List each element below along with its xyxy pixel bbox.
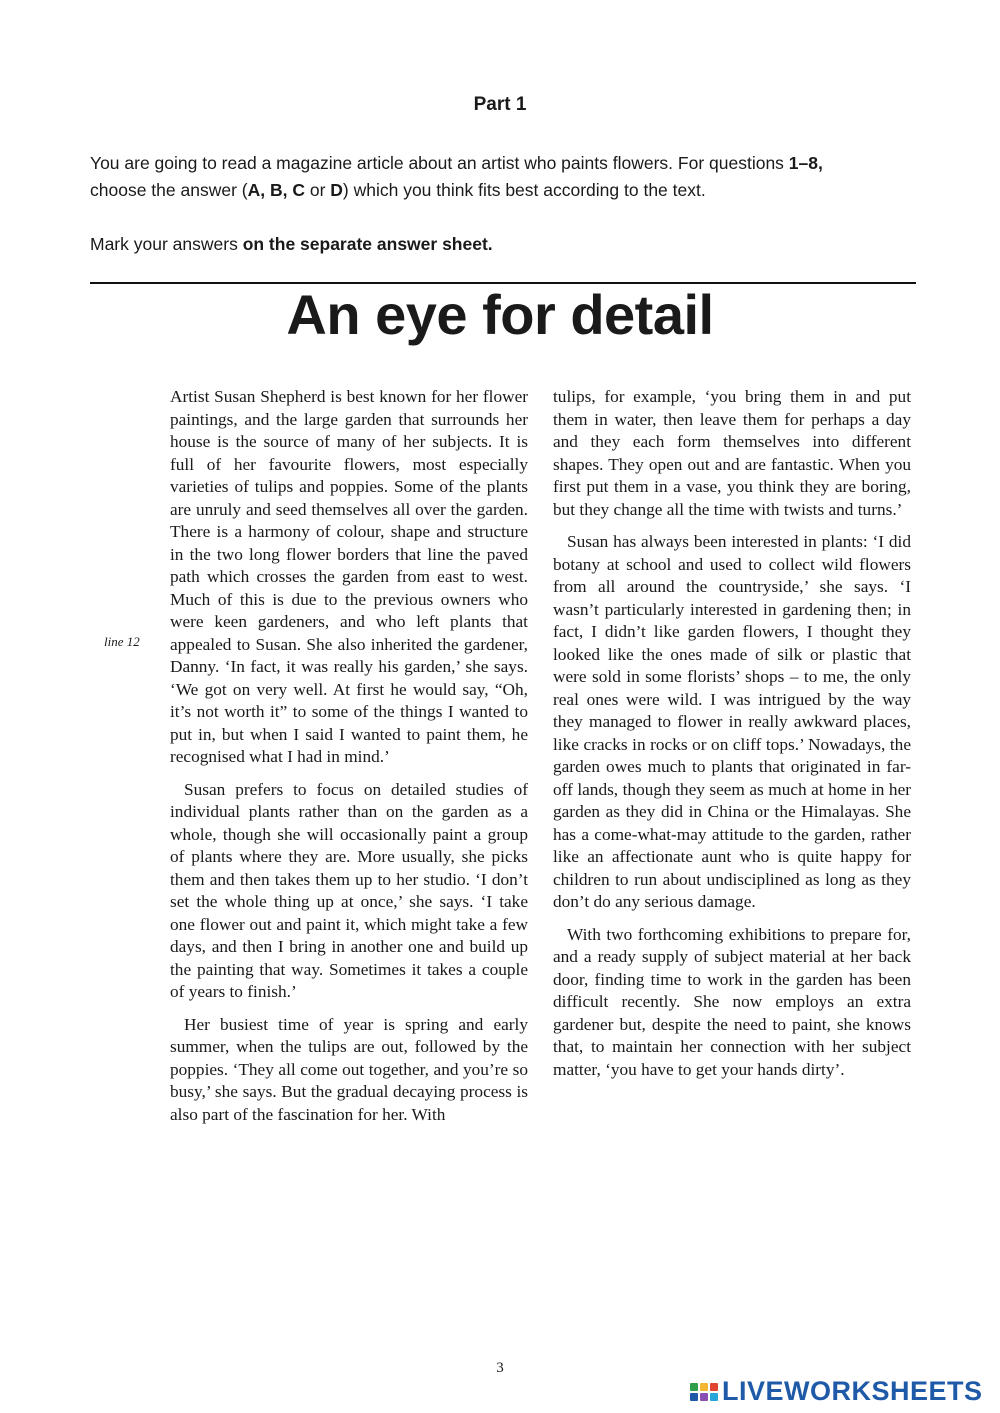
part-title: Part 1 xyxy=(473,94,527,115)
paragraph: With two forthcoming exhibitions to prepare for, and a ready supply of subject material at her back door, finding time to work in the garden has been difficult recently. She now employs an extra gardener but, despite the need to paint, she knows that, to maintain her connection with her subject matter, ‘you have to get your hands dirty’. xyxy=(553,924,911,1079)
logo-grid-icon xyxy=(690,1383,718,1401)
paragraph: Susan prefers to focus on detailed studies of individual plants rather than on the garden as a whole, though she will occasionally paint a group of plants where they are. More usually, she picks them and then takes them up to her studio. ‘I don’t set the whole thing up at once,’ she says. ‘I take one flower out and paint it, which might take a few days, and then I bring in another one and build up the painting that way. Sometimes it takes a couple of years to finish.’ xyxy=(170,779,528,1001)
logo-square xyxy=(700,1383,708,1391)
page-number: 3 xyxy=(496,1360,504,1376)
logo-square xyxy=(710,1393,718,1401)
instructions-text: or xyxy=(304,180,331,200)
instructions-text: Mark your answers xyxy=(90,234,243,254)
instructions-text: choose the answer ( xyxy=(90,180,248,200)
instructions-text: ) which you think fits best according to the text. xyxy=(342,180,706,200)
paragraph: tulips, for example, ‘you bring them in and put them in water, then leave them for perhaps a day and they each form themselves into different shapes. They open out and are fantastic. When you first put them in a vase, you think they are boring, but they change all the time with twists and turns.’ xyxy=(553,387,911,519)
answer-sheet-emphasis: on the separate answer sheet. xyxy=(242,234,493,254)
logo-square xyxy=(710,1383,718,1391)
line-reference: line 12 xyxy=(104,634,140,649)
logo-square xyxy=(700,1393,708,1401)
answer-sheet-instruction xyxy=(90,234,930,255)
liveworksheets-logo xyxy=(690,1376,983,1407)
logo-text: LIVEWORKSHEETS xyxy=(722,1376,983,1406)
answer-options: A, B, C xyxy=(247,180,305,200)
paragraph: Susan has always been interested in plants: ‘I did botany at school and used to collect wild flowers from all around the countryside,’ she says. ‘I wasn’t particularly interested in gardening then; in fact, I didn’t like garden flowers, I thought they looked like the ones made of silk or plastic that were sold in some florists’ shops – to me, the only real ones were wild. I was intrigued by the way they managed to flower in really awkward places, like cracks in rocks or on cliff tops.’ Nowadays, the garden owes much to plants that originated in far-off lands, though they seem as much at home in her garden as they did in China or the Himalayas. She has a come-what-may attitude to the garden, rather like an affectionate aunt who is quite happy for children to run about undisciplined as long as they don’t do any serious damage. xyxy=(553,532,911,911)
article-right-column xyxy=(553,386,911,1091)
paragraph: Artist Susan Shepherd is best known for her flower paintings, and the large garden that surrounds her house is the source of many of her subjects. It is full of her favourite flowers, most especially varieties of tulips and poppies. Some of the plants are unruly and seed themselves all over the garden. There is a harmony of colour, shape and structure in the two long flower borders that line the paved path which crosses the garden from east to west. Much of this is due to the previous owners who were keen gardeners, and who left plants that appealed to Susan. She also inherited the gardener, Danny. ‘In fact, it was really his garden,’ she says. ‘We got on very well. At first he would say, “Oh, it’s not worth it” to some of the things I wanted to put in, but when I said I wanted to paint them, he recognised what I had in mind.’ xyxy=(170,387,528,766)
article-left-column xyxy=(170,386,528,1136)
logo-square xyxy=(690,1383,698,1391)
instructions-line-1 xyxy=(90,150,930,177)
instructions xyxy=(90,150,930,204)
question-range: 1–8, xyxy=(788,153,823,173)
paragraph: Her busiest time of year is spring and early summer, when the tulips are out, followed by the poppies. ‘They all come out together, and you’re so busy,’ she says. But the gradual decaying process is also part of the fascination for her. With xyxy=(170,1014,528,1124)
logo-square xyxy=(690,1393,698,1401)
article-headline: An eye for detail xyxy=(286,283,714,346)
instructions-line-2 xyxy=(90,177,930,204)
instructions-text: You are going to read a magazine article about an artist who paints flowers. For questions xyxy=(90,153,789,173)
answer-option-d: D xyxy=(330,180,343,200)
